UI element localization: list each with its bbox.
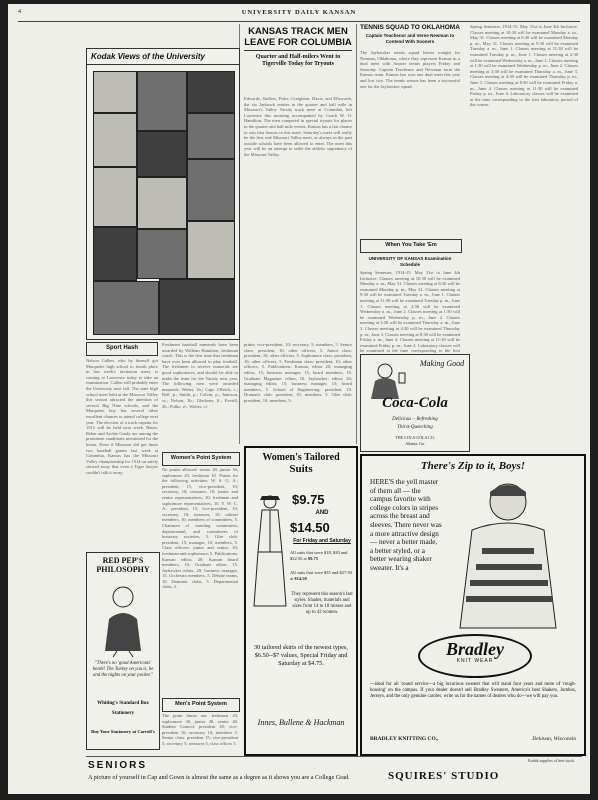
suits-ad xyxy=(244,446,358,756)
suits-title-1: Women's Tailored xyxy=(262,452,340,463)
exam-heading: UNIVERSITY OF KANSAS Examination Schedule xyxy=(368,256,452,267)
newspaper-page xyxy=(8,4,590,794)
bradley-ad xyxy=(360,454,586,756)
bradley-brand-sub: KNIT WEAR xyxy=(456,658,494,664)
track-subhead: Quarter and Half-milers Went to Tigerville Today for Tryouts xyxy=(255,54,341,67)
suits-line-1-text: All suits that were $18, $20 and $22.50 at xyxy=(290,550,348,561)
photo-winter-scene xyxy=(93,167,137,227)
column-rule xyxy=(356,24,357,444)
photo-crowd xyxy=(137,229,187,279)
red-pep-store-2: Stationery xyxy=(111,711,135,716)
men-points-box xyxy=(162,698,240,712)
tennis-headline: TENNIS SQUAD TO OKLAHOMA xyxy=(360,24,460,31)
suits-for: For Friday and Saturday xyxy=(293,538,351,544)
photo-group xyxy=(137,131,187,177)
exam-schedule xyxy=(360,256,460,354)
photo-figures xyxy=(187,113,235,159)
bradley-city: Delavan, Wisconsin xyxy=(532,736,576,742)
suits-line-1-price: $9.75 xyxy=(307,555,318,561)
photo-campus-building xyxy=(93,71,137,113)
suits-line-2-price: $14.50 xyxy=(294,575,307,581)
photo-street xyxy=(93,281,159,335)
photo-trees xyxy=(187,71,235,113)
men-points-body: The point limits are: freshmen 20, sophomore 30, junior 40, senior 40. Student Council: president 20; vice-president 10; secretary 10; members 5. Senior class: president 15; vice-president 5; secretary 5; treasurer 5; class offices 5. xyxy=(162,713,238,746)
photo-snow-walk xyxy=(93,113,137,167)
coca-cola-city: Atlanta, Ga. xyxy=(405,441,425,446)
page-number: 4 xyxy=(18,9,21,15)
masthead xyxy=(18,7,580,22)
bradley-logo xyxy=(418,634,532,678)
bradley-headline: There's Zip to it, Boys! xyxy=(420,460,526,472)
footer-studio: SQUIRES' STUDIO xyxy=(388,770,500,782)
red-pep-ad xyxy=(86,552,160,750)
man-with-glass-icon xyxy=(365,359,415,399)
when-you-take-em-heading: When You Take 'Em xyxy=(385,242,437,248)
women-points-box xyxy=(162,452,240,466)
when-you-take-em-box xyxy=(360,239,462,253)
footer-seniors: SENIORS xyxy=(88,760,148,771)
tennis-subhead: Captain Teachenor and Verne Newman to Contend With Sooners xyxy=(365,33,455,44)
bradley-brand: Bradley xyxy=(446,639,504,659)
red-pep-title-1: RED PEP'S xyxy=(102,556,144,565)
exam-body-right: Spring Semester, 1914-15. May 31st to June 4th Inclusive. Classes meeting at 10:30 will be examined Monday a. m., May 31. Classes meeting at 8:30 will be examined Monday p. m., May 31. Classes meeting at 9:30 will be examined Tuesday a. m., June 1. Classes meeting at 11:30 will be examined Tuesday p. m., June 1. Classes meeting at 2:30 will be examined Wednesday a. m., June 2. Classes meeting at 1:30 will be examined Wednesday p. m., June 2. Classes meeting at 3:30 will be examined Thursday a. m., June 3. Classes meeting at 4:30 will be examined Thursday p. m., June 3. Classes meeting at 8:30 will be examined Friday a. m., June 4. Classes meeting at 11:30 will be examined Friday p. m., June 4. Laboratory classes will be examined at the time corresponding to the first laboratory period of the course. xyxy=(470,24,578,108)
footer-line: A picture of yourself in Cap and Gown is almost the same as a degree as it shows you are a College Grad. xyxy=(88,774,350,781)
sport-hash-box xyxy=(86,342,158,356)
suits-line-2 xyxy=(290,570,354,581)
masthead-title: UNIVERSITY DAILY KANSAN xyxy=(241,9,357,16)
exam-body-left: Spring Semester, 1914-15. May 31st to June 4th Inclusive. Classes meeting at 10:30 will be examined Monday a. m., May 31. Classes meeting at 8:30 will be examined Monday p. m., May 31. Classes meeting at 9:30 will be examined Tuesday a. m., June 1. Classes meeting at 11:30 will be examined Tuesday p. m., June 1. Classes meeting at 2:30 will be examined Wednesday a. m., June 2. Classes meeting at 1:30 will be examined Wednesday p. m., June 2. Classes meeting at 3:30 will be examined Thursday a. m., June 3. Classes meeting at 4:30 will be examined Thursday p. m., June 3. Classes meeting at 8:30 will be examined Friday a. m., June 4. Classes meeting at 11:30 will be examined Friday p. m., June 4. Laboratory classes will be examined at the time corresponding to the first xyxy=(360,270,460,354)
coca-cola-company: THE COCA-COLA CO. xyxy=(395,435,435,440)
red-pep-store-1: Whiting's Standard Box xyxy=(97,701,149,706)
tennis-article xyxy=(360,24,460,234)
sport-hash-heading: Sport Hash xyxy=(105,345,138,351)
red-pep-title-2: PHILOSOPHY xyxy=(96,565,150,574)
red-pep-figure-icon xyxy=(87,579,159,659)
bradley-body: HERE'S the yell master of them all — the campus favorite with college colors in stripes across the breast and sleeves. There never was a more attractive design — never a better made, a better styled, or a better wearing shaker sweater. It's a xyxy=(370,478,442,572)
sweater-man-icon xyxy=(452,478,572,628)
suits-store: Innes, Bullene & Hackman xyxy=(257,718,345,727)
photo-people xyxy=(187,159,235,221)
middle-body-left: Freshmen baseball numerals have been awarded by William Hamilton, freshman coach. This is the first time that freshmen have ever been allowed to play football. The freshmen to receive numerals are good sophomores, and should be able to make the team for the Varsity next year. The following men were awarded numerals: Weber, 1b.; Capt. Ulbrich, c.; Bell, p.; Smith, p.; Colvin, p.; Jamison, ss.; Nelson, 3b.; Gleckner, lf.; Everill, 2b.; Polko, rf.; Wolter, cf. xyxy=(162,342,238,409)
bradley-company: BRADLEY KNITTING CO., xyxy=(370,736,439,742)
suits-skirts: 30 tailored skirts of the newest types, $6.50--$7 values, Special Friday and Saturday at $4.75. xyxy=(254,644,348,667)
suits-line-1 xyxy=(290,550,354,561)
coca-cola-brand: Coca-Cola xyxy=(382,395,448,411)
photo-tower xyxy=(137,71,187,131)
photo-landscape xyxy=(187,221,235,279)
middle-body-right: prints; vice-president, 10; secretary, 5; members, 5. Senior class: president, 10; other officers, 5. Junior class: president, 10; other officers, 5. Sophomore class: president, 10; other officers, 5. Freshman class: president, 10; other officers, 5. Publications: Kansan, editor 20; managing editor, 15; business manager, 15; board members, 10. Graduate Magazine: editor, 10. Jayhawker: editor, 20; managing editor, 15; business manager, 15; board members, 5. School of Engineering: president, 10. Dramatic club: president, 10; members, 5. Glee club: president, 10; members, 5. xyxy=(244,342,352,403)
footer-small: Kodak supplies of best stock. xyxy=(528,758,575,763)
sport-hash-body: Nelson Cullen, who by himself got Marquette high school to fourth place in last week's invitation meet, is coming to Lawrence today to take an examination. Cullen will probably enter the University next fall. The state high school meet held at the Missouri Valley this season attracted the attention of several Big Nine schools, and the Marquette boy has several other excellent chances to attend college next year. The election of a track captain for 1915 will be held next week. Bauer, Reber and Archie Grady are among the prominent candidates mentioned for the honor. Even if Missouri did get those two baseball games last week at Columbia, Kansas has the Missouri Valley championship for 1914 on safely stowed away that even a Tiger lawyer couldn't talk it away. xyxy=(86,358,158,475)
photo-skating xyxy=(137,177,187,229)
bradley-footer: —ideal for all 'round service—a big luxurious sweater that will stand four years and more of 'rough-housing' on the campus. If your dealer doesn't sell Bradley Sweaters, America's best Shakers, Jumbos, Jerseys, and the only genuine caroles, write us for the names of dealers who do—we will pay you. xyxy=(370,682,576,699)
red-pep-store-3: Buy Your Stationery at Carroll's xyxy=(91,729,155,734)
suits-line-2-text: All suits that were $35 and $27.50 at xyxy=(290,570,352,581)
track-body: Edwards, Sudlow, Fiske, Creighton, Davis, and Ellsworth, the six Jayhawk entries in the quarter and half mile in Missouri's Valley Varsity track meet at Columbia, left Lawrence this morning accompanied by Coach W. O. Hamilton. The men competed in special tryouts for places in the quarter and half mile events. Kansas has a fair chance to win first honors in this meet. Saturday's meet will really be the first real Missouri Valley meet, as always in the past outside schools have been allowed to enter. The meet this year will be an attempt to settle the athletic supremacy of the Missouri Valley. xyxy=(244,96,352,157)
tennis-body: The Jayhawker tennis squad leaves tonight for Norman, Oklahoma, where they represent Kansas in a dual meet with Sooner tennis players Friday and Saturday. Captain Teachenor and Newman form the Kansas team. Kansas has won one dual meet this year and lost two. The tennis season has been a successful one for the Jayhawker squad. xyxy=(360,50,460,89)
kodak-views-box xyxy=(86,48,240,340)
men-points-heading: Men's Point System xyxy=(175,701,227,707)
suits-price-1: $9.75 xyxy=(292,492,325,507)
coca-cola-ad xyxy=(360,354,470,452)
suits-title-2: Suits xyxy=(289,463,313,475)
woman-figure-icon xyxy=(250,492,290,612)
suits-price-2: $14.50 xyxy=(290,520,330,535)
red-pep-quote: "There's no 'good Americans' horde! The Turkey on you is, be and the nights on your pocket." xyxy=(92,661,154,678)
coca-cola-tagline-2: Thirst-Quenching xyxy=(397,425,433,430)
women-points-heading: Women's Point System xyxy=(170,455,232,461)
suits-and: AND xyxy=(315,510,329,516)
photo-hall xyxy=(159,279,235,335)
coca-cola-tagline-1: Delicious – Refreshing xyxy=(392,417,438,422)
women-points-body: No points allowed: senior 40, junior 30, sophomore 20, freshman 10. Points for the following activities: W. S. G. A.: president, 15; vice-president, 10; secretary, 10; treasurer, 10; junior and senior representatives, 10; freshman and sophomore representatives, 10. Y. W. C. A.: president, 15; vice-president, 10; secretary, 10; treasurer, 10; cabinet members, 10; members of committees, 5. Chairmen of standing committees, departmental, and committees of honorary societies, 5. Glee club: president, 15; manager, 10; members, 5. Class officers: junior and senior, 10; freshman and sophomore, 5. Publications: Kansan editor, 20; Kansan board members, 10; Graduate editor, 15. Jayhawker editor, 20; business manager, 15. Orchestra members, 5. Debate teams, 10. Dramatic clubs, 5. Departmental clubs, 3. xyxy=(162,467,238,590)
track-headline: KANSAS TRACK MEN LEAVE FOR COLUMBIA xyxy=(244,26,352,51)
footer-top-rule xyxy=(86,756,582,757)
kodak-heading: Kodak Views of the University xyxy=(87,49,239,65)
photo-standing-figure xyxy=(93,227,137,281)
suits-represent: They represent this season's last styles. Shades, materials and sizes from 14 to 18 misses and up to 42 women. xyxy=(291,592,353,615)
making-good: Making Good xyxy=(419,359,465,368)
